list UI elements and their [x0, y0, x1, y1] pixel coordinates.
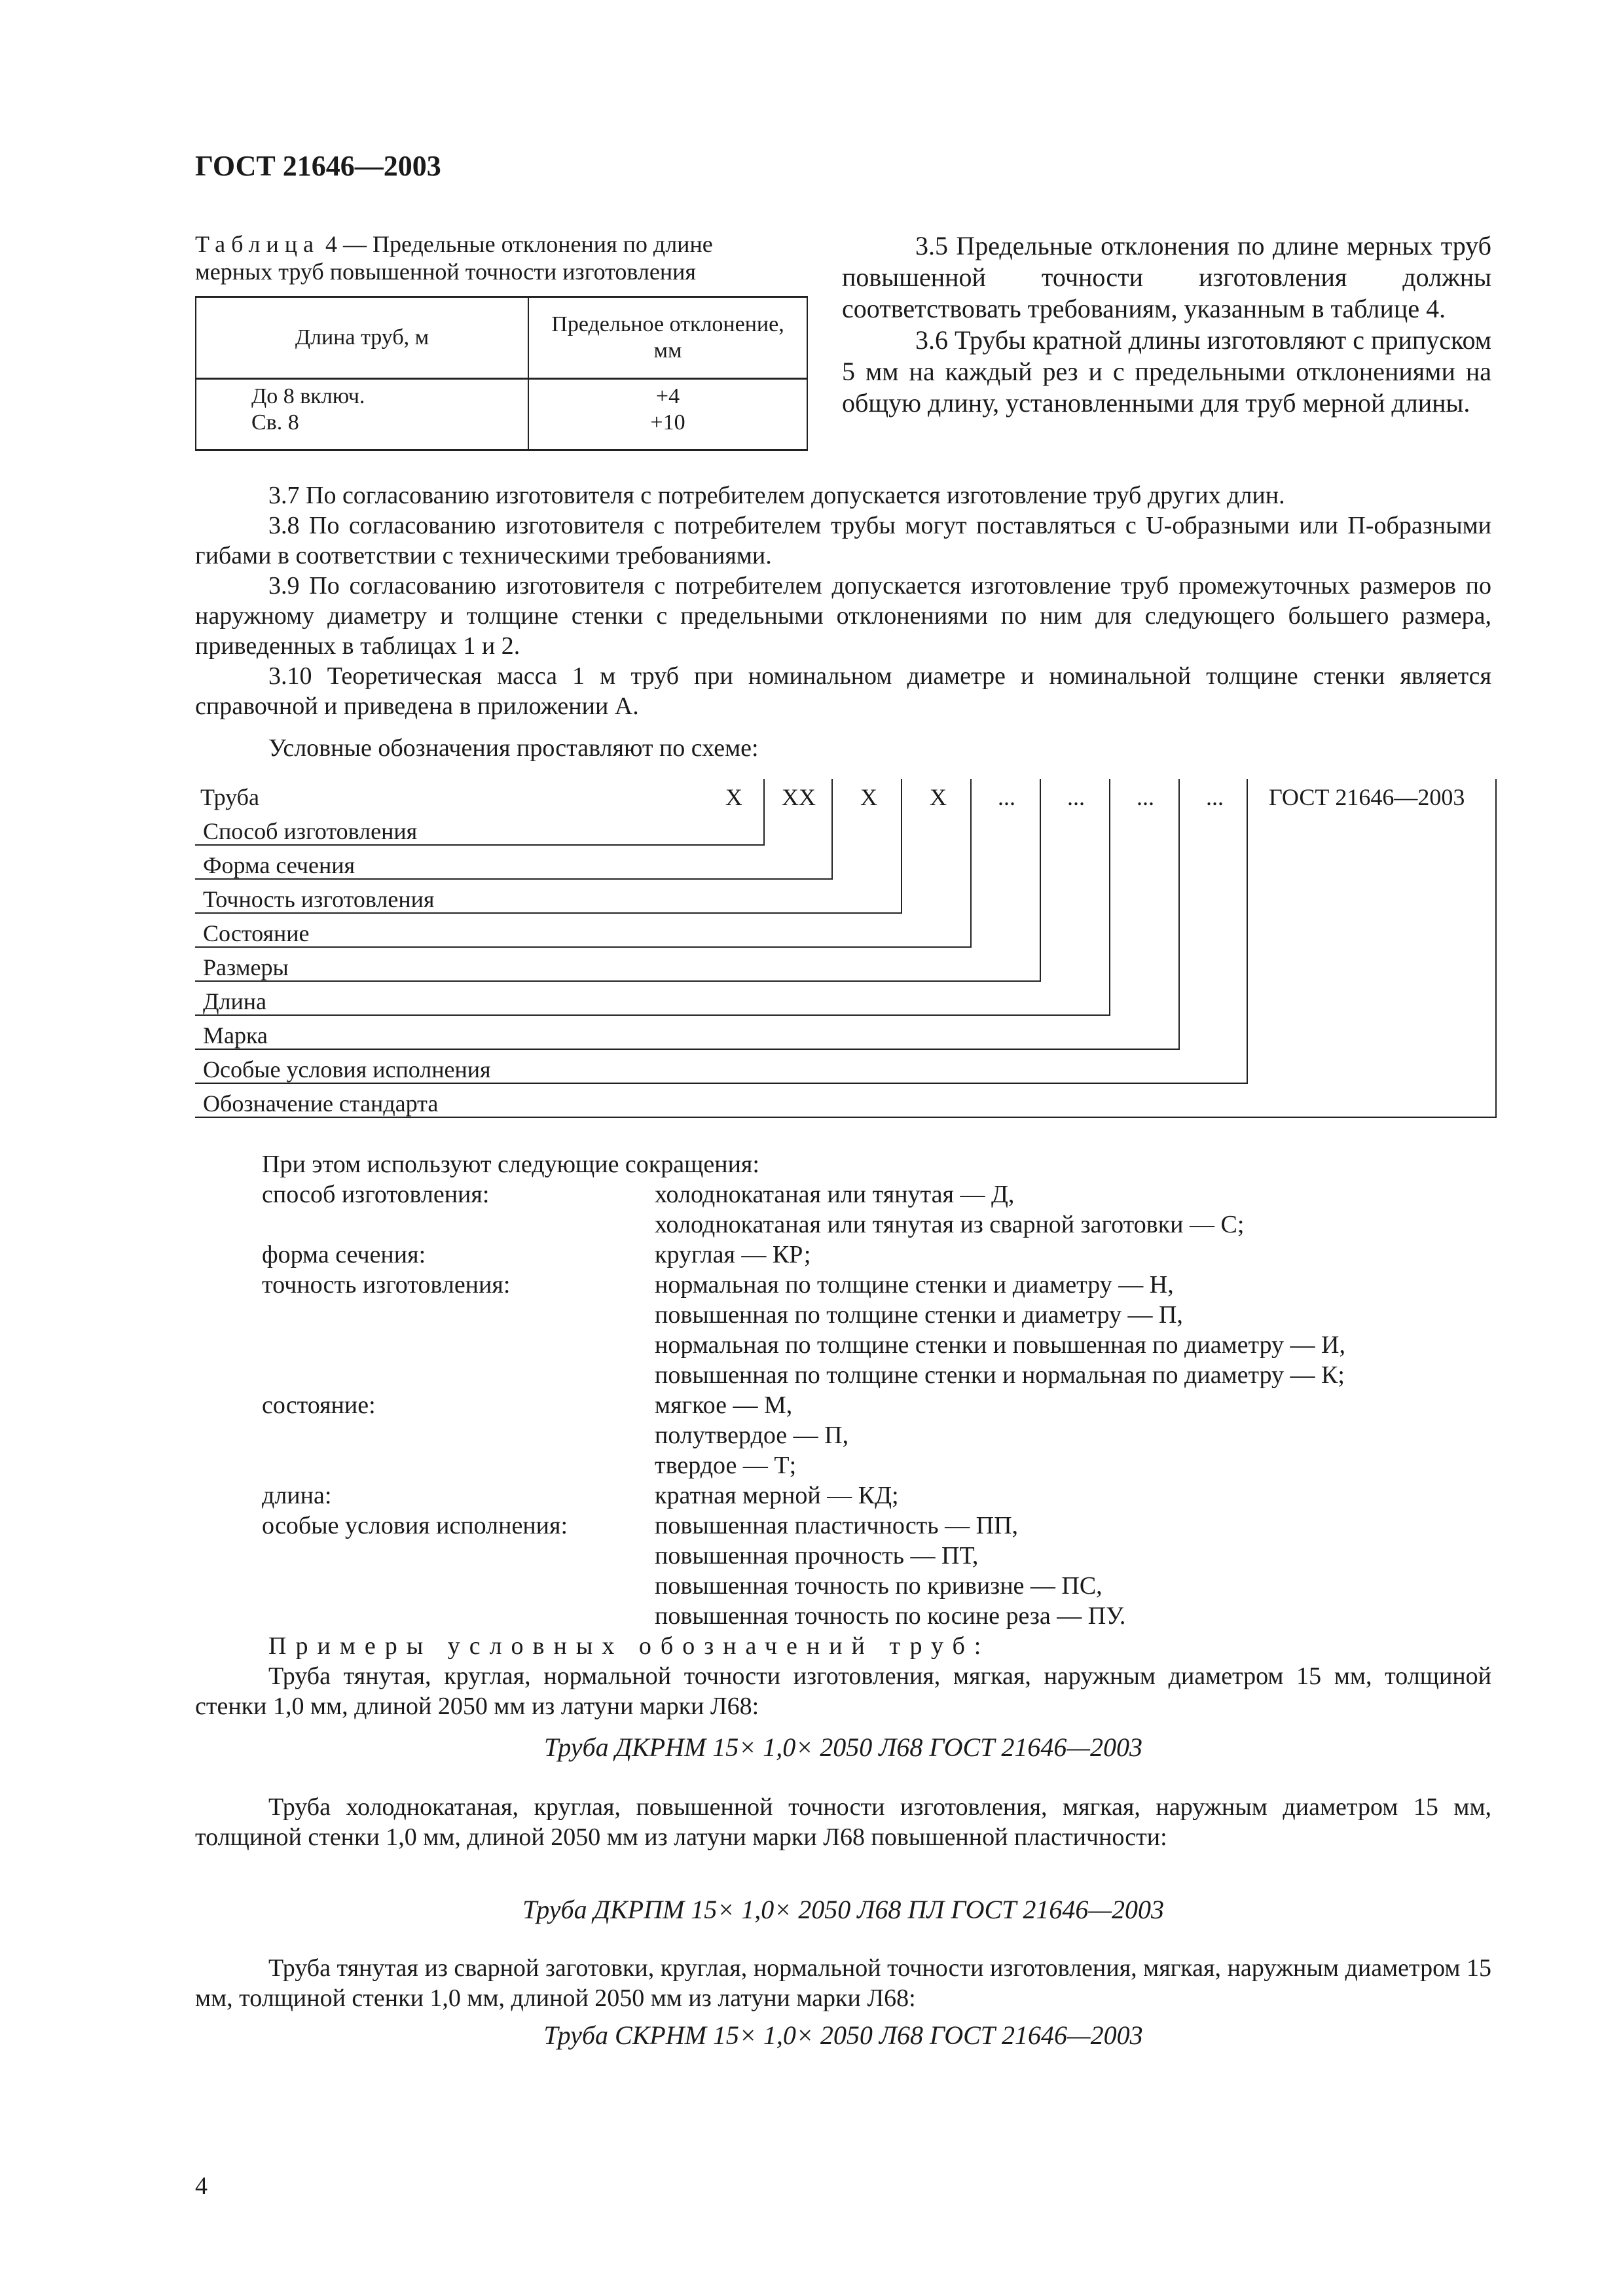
paragraph-3-8: 3.8 По согласованию изготовителя с потребителем трубы могут поставляться с U-образными или П-образными гибами в соответствии с техническими требованиями. — [195, 512, 1491, 569]
scheme-cell: X — [930, 784, 947, 810]
table-length-cell — [196, 379, 528, 450]
scheme-divider — [1178, 779, 1180, 1049]
scheme-line — [195, 1049, 1180, 1050]
scheme-divider — [901, 779, 902, 912]
abbr-value: повышенная точность по кривизне — ПС, — [655, 1572, 1103, 1600]
paragraph-3-6: 3.6 Трубы кратной длины изготовляют с припуском 5 мм на каждый рез и с предельными отклонениями на общую длину, установленными для труб мерной длины. — [842, 325, 1491, 418]
examples-title-colon: : — [974, 1632, 981, 1660]
scheme-line — [195, 1117, 1497, 1118]
main-text — [195, 480, 1491, 763]
table-caption — [195, 230, 784, 285]
table-deviation-cell — [528, 379, 807, 450]
scheme-divider — [1495, 779, 1497, 1117]
scheme-divider — [831, 779, 833, 878]
abbr-key: особые условия исполнения: — [262, 1512, 568, 1539]
table-4 — [195, 296, 808, 451]
table-caption-text: 4 — Предельные отклонения по длине мерных труб повышенной точности изготовления — [195, 231, 713, 285]
paragraph-3-7: 3.7 По согласованию изготовителя с потребителем допускается изготовление труб других длин. — [268, 482, 1285, 509]
abbr-value: повышенная по толщине стенки и диаметру — П, — [655, 1301, 1183, 1329]
scheme-intro: Условные обозначения проставляют по схеме: — [268, 734, 759, 762]
scheme-line — [195, 878, 833, 880]
examples-title — [268, 1631, 981, 1662]
scheme-line — [195, 844, 765, 846]
scheme-divider — [970, 779, 972, 946]
scheme-divider — [763, 779, 765, 844]
document-header: ГОСТ 21646—2003 — [195, 150, 441, 182]
abbr-value: холоднокатаная или тянутая — Д, — [655, 1181, 1015, 1208]
abbr-value: мягкое — М, — [655, 1391, 793, 1419]
abbr-intro: При этом используют следующие сокращения: — [262, 1151, 759, 1178]
paragraph-3-9: 3.9 По согласованию изготовителя с потребителем допускается изготовление труб промежуточных размеров по наружному диаметру и толщине стенки с предельными отклонениями по ним для следующего большего размера, приведенных в таблицах 1 и 2. — [195, 572, 1491, 660]
examples-title-text: Примеры условных обозначений труб — [268, 1632, 974, 1660]
abbr-value: повышенная точность по косине реза — ПУ. — [655, 1602, 1126, 1630]
scheme-divider — [1109, 779, 1110, 1014]
scheme-row-label: Длина — [203, 988, 267, 1014]
scheme-cell: ... — [1067, 784, 1085, 810]
abbr-value: повышенная пластичность — ПП, — [655, 1512, 1019, 1539]
scheme-line — [195, 912, 902, 914]
scheme-row-label: Форма сечения — [203, 852, 356, 878]
table-header-length: Длина труб, м — [196, 297, 528, 379]
scheme-divider — [1040, 779, 1041, 980]
abbr-key: форма сечения: — [262, 1241, 426, 1268]
scheme-cell: X — [725, 784, 742, 810]
page-number: 4 — [195, 2172, 208, 2200]
scheme-row-label: Способ изготовления — [203, 818, 418, 844]
abbr-value: нормальная по толщине стенки и повышенная по диаметру — И, — [655, 1331, 1345, 1359]
abbr-key: длина: — [262, 1482, 332, 1509]
scheme-line — [195, 946, 972, 948]
scheme-cell: ... — [998, 784, 1015, 810]
table-cell: Св. 8 — [251, 410, 299, 435]
scheme-head: Труба — [200, 784, 259, 810]
scheme-cell: X — [860, 784, 877, 810]
scheme-cell: ... — [1137, 784, 1154, 810]
example-2-text — [195, 1792, 1491, 1852]
example-3-formula: Труба СКРНМ 15× 1,0× 2050 Л68 ГОСТ 21646—2003 — [543, 2020, 1143, 2050]
scheme-row-label: Точность изготовления — [203, 886, 435, 912]
paragraph-3-10: 3.10 Теоретическая масса 1 м труб при номинальном диаметре и номинальной толщине стенки является справочной и приведена в приложении А. — [195, 662, 1491, 720]
scheme-line — [195, 1083, 1248, 1084]
example-1-formula: Труба ДКРНМ 15× 1,0× 2050 Л68 ГОСТ 21646—2003 — [544, 1732, 1142, 1762]
scheme-row-label: Марка — [203, 1022, 268, 1049]
abbr-value: круглая — КР; — [655, 1241, 811, 1268]
scheme-cell: ... — [1206, 784, 1224, 810]
example-3-text — [195, 1953, 1491, 2013]
scheme-row-label: Особые условия исполнения — [203, 1056, 491, 1083]
right-column — [842, 230, 1491, 419]
scheme-row-label: Размеры — [203, 954, 289, 980]
abbr-value: холоднокатаная или тянутая из сварной заготовки — С; — [655, 1211, 1245, 1238]
table-header-deviation: Предельное отклонение, мм — [528, 297, 807, 379]
abbr-key: точность изготовления: — [262, 1271, 511, 1299]
table-cell: +10 — [650, 410, 685, 435]
example-2-formula: Труба ДКРПМ 15× 1,0× 2050 Л68 ПЛ ГОСТ 21646—2003 — [522, 1895, 1164, 1924]
abbr-key: состояние: — [262, 1391, 376, 1419]
scheme-line — [195, 1014, 1110, 1016]
example-3-paragraph: Труба тянутая из сварной заготовки, круглая, нормальной точности изготовления, мягкая, наружным диаметром 15 мм, толщиной стенки 1,0 мм, длиной 2050 мм из латуни марки Л68: — [195, 1954, 1491, 2012]
table-cell: +4 — [655, 384, 680, 408]
example-1-paragraph: Труба тянутая, круглая, нормальной точности изготовления, мягкая, наружным диаметром 15 мм, толщиной стенки 1,0 мм, длиной 2050 мм из латуни марки Л68: — [195, 1662, 1491, 1720]
abbr-key: способ изготовления: — [262, 1181, 490, 1208]
table-caption-word: Таблица — [195, 231, 319, 257]
scheme-row-label: Состояние — [203, 920, 310, 946]
scheme-row-label: Обозначение стандарта — [203, 1090, 439, 1117]
scheme-line — [195, 980, 1041, 982]
abbr-value: полутвердое — П, — [655, 1422, 849, 1449]
abbr-value: повышенная прочность — ПТ, — [655, 1542, 979, 1570]
scheme-divider — [1247, 779, 1248, 1083]
abbr-value: повышенная по толщине стенки и нормальная по диаметру — К; — [655, 1361, 1345, 1389]
scheme-standard: ГОСТ 21646—2003 — [1269, 784, 1465, 810]
example-1-text — [195, 1661, 1491, 1721]
paragraph-3-5: 3.5 Предельные отклонения по длине мерных труб повышенной точности изготовления должны соответствовать требованиям, указанным в таблице 4. — [842, 231, 1491, 323]
table-cell: До 8 включ. — [251, 384, 365, 408]
abbr-value: нормальная по толщине стенки и диаметру — Н, — [655, 1271, 1174, 1299]
scheme-cell: XX — [782, 784, 816, 810]
example-2-paragraph: Труба холоднокатаная, круглая, повышенной точности изготовления, мягкая, наружным диаметром 15 мм, толщиной стенки 1,0 мм, длиной 2050 мм из латуни марки Л68 повышенной пластичности: — [195, 1793, 1491, 1851]
abbr-value: твердое — Т; — [655, 1452, 797, 1479]
abbr-value: кратная мерной — КД; — [655, 1482, 899, 1509]
